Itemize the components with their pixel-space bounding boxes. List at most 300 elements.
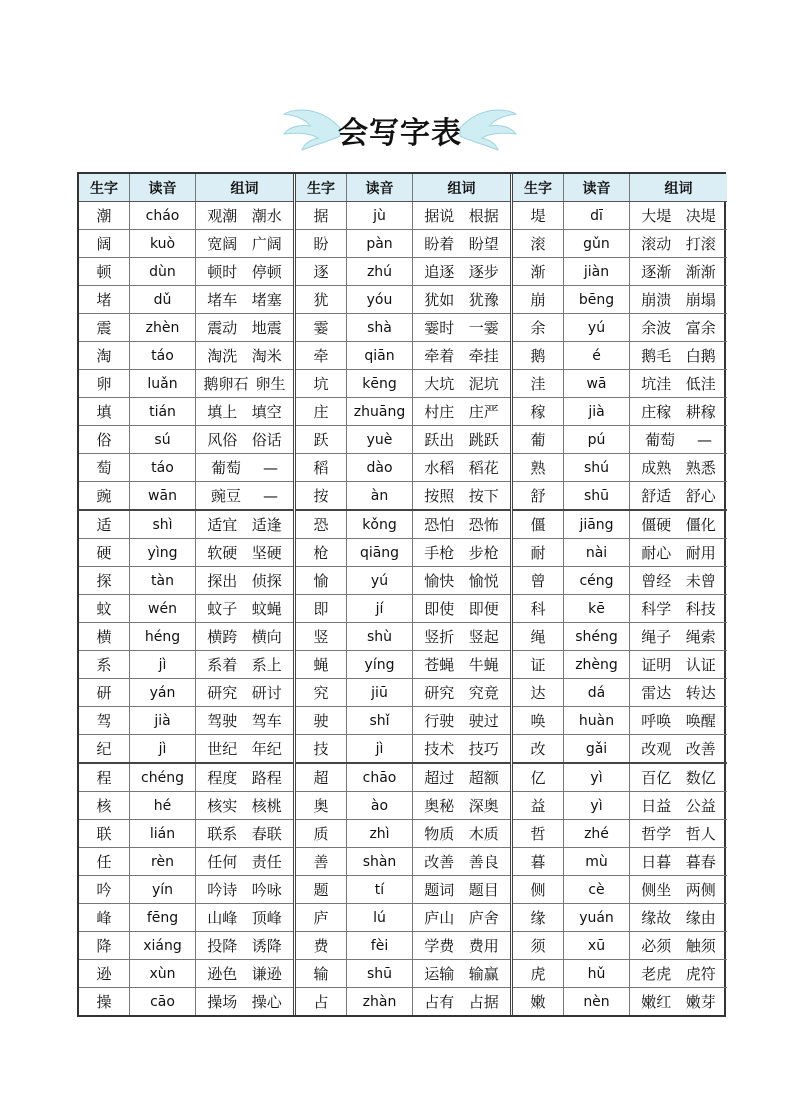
word-item: 证明 bbox=[641, 656, 672, 674]
words-cell bbox=[195, 511, 293, 538]
table-block-3 bbox=[510, 174, 727, 1015]
char-cell: 研 bbox=[96, 684, 112, 702]
table-row bbox=[513, 398, 727, 426]
table-row bbox=[513, 314, 727, 342]
words-cell bbox=[412, 764, 510, 791]
word-item: 豌豆 bbox=[210, 487, 241, 505]
words-cell bbox=[195, 567, 293, 594]
table-row bbox=[296, 876, 510, 904]
pinyin-cell: hé bbox=[129, 792, 195, 819]
char-cell: 系 bbox=[96, 656, 112, 674]
word-item: 曾经 bbox=[641, 572, 672, 590]
words-cell bbox=[629, 314, 727, 341]
header-pinyin: 读音 bbox=[346, 174, 412, 201]
words-cell bbox=[412, 876, 510, 903]
word-item: 渐渐 bbox=[685, 263, 716, 281]
table-row bbox=[513, 707, 727, 735]
table-row bbox=[296, 988, 510, 1015]
page-title: 会写字表 bbox=[338, 116, 462, 151]
table-row bbox=[79, 679, 293, 707]
pinyin-cell: jià bbox=[563, 398, 629, 425]
words-cell bbox=[195, 258, 293, 285]
word-item: 核桃 bbox=[251, 797, 282, 815]
char-cell: 超 bbox=[313, 769, 329, 787]
pinyin-cell: luǎn bbox=[129, 370, 195, 397]
words-cell bbox=[412, 370, 510, 397]
pinyin-cell: mù bbox=[563, 848, 629, 875]
char-cell: 峰 bbox=[96, 909, 112, 927]
table-row bbox=[296, 792, 510, 820]
word-item: 逐步 bbox=[468, 263, 499, 281]
title-area bbox=[0, 100, 800, 160]
pinyin-cell: sú bbox=[129, 426, 195, 453]
word-item: 投降 bbox=[207, 937, 238, 955]
word-item: 堵车 bbox=[207, 291, 238, 309]
word-item: 牵挂 bbox=[468, 347, 499, 365]
word-item: 吟诗 bbox=[207, 881, 238, 899]
pinyin-cell: kuò bbox=[129, 230, 195, 257]
pinyin-cell: xū bbox=[563, 932, 629, 959]
char-cell: 枪 bbox=[313, 544, 329, 562]
char-cell: 奥 bbox=[313, 797, 329, 815]
words-cell bbox=[412, 595, 510, 622]
table-row bbox=[79, 454, 293, 482]
table-block-2 bbox=[293, 174, 510, 1015]
word-item: 富余 bbox=[685, 319, 716, 337]
pinyin-cell: yuán bbox=[563, 904, 629, 931]
words-cell bbox=[412, 932, 510, 959]
pinyin-cell: jì bbox=[129, 735, 195, 762]
pinyin-cell: dào bbox=[346, 454, 412, 481]
char-cell: 填 bbox=[96, 403, 112, 421]
table-header-row bbox=[296, 174, 510, 202]
table-row bbox=[513, 482, 727, 511]
word-item: 白鹅 bbox=[685, 347, 716, 365]
table-row bbox=[296, 595, 510, 623]
word-item: 占有 bbox=[424, 993, 455, 1011]
word-item: 蚊蝇 bbox=[251, 600, 282, 618]
table-row bbox=[79, 792, 293, 820]
pinyin-cell: ào bbox=[346, 792, 412, 819]
word-item: 舒心 bbox=[685, 487, 716, 505]
word-item: 雷达 bbox=[641, 684, 672, 702]
pinyin-cell: tián bbox=[129, 398, 195, 425]
word-item: 缘由 bbox=[685, 909, 716, 927]
char-cell: 余 bbox=[530, 319, 546, 337]
table-row bbox=[513, 848, 727, 876]
table-block-1 bbox=[79, 174, 293, 1015]
word-item: 题词 bbox=[424, 881, 455, 899]
char-cell: 联 bbox=[96, 825, 112, 843]
word-item: — bbox=[262, 486, 278, 505]
word-item: 蚊子 bbox=[207, 600, 238, 618]
words-cell bbox=[412, 988, 510, 1015]
pinyin-cell: qiāng bbox=[346, 539, 412, 566]
pinyin-cell: jì bbox=[346, 735, 412, 762]
word-item: 余波 bbox=[641, 319, 672, 337]
char-cell: 洼 bbox=[530, 375, 546, 393]
table-row bbox=[79, 539, 293, 567]
word-item: 物质 bbox=[424, 825, 455, 843]
table-row bbox=[79, 623, 293, 651]
pinyin-cell: nài bbox=[563, 539, 629, 566]
word-item: 愉悦 bbox=[468, 572, 499, 590]
char-cell: 纪 bbox=[96, 740, 112, 758]
char-cell: 侧 bbox=[530, 881, 546, 899]
header-char: 生字 bbox=[296, 174, 346, 201]
char-cell: 适 bbox=[96, 516, 112, 534]
table-row bbox=[296, 342, 510, 370]
words-cell bbox=[629, 567, 727, 594]
word-item: 公益 bbox=[685, 797, 716, 815]
word-item: 按照 bbox=[424, 487, 455, 505]
words-cell bbox=[629, 398, 727, 425]
table-row bbox=[513, 454, 727, 482]
table-row bbox=[296, 511, 510, 539]
char-cell: 稻 bbox=[313, 459, 329, 477]
table-row bbox=[79, 342, 293, 370]
word-item: 逐渐 bbox=[641, 263, 672, 281]
pinyin-cell: chāo bbox=[346, 764, 412, 791]
table-row bbox=[296, 679, 510, 707]
word-item: 两侧 bbox=[685, 881, 716, 899]
char-cell: 庄 bbox=[313, 403, 329, 421]
word-item: 崩溃 bbox=[641, 291, 672, 309]
word-item: 必须 bbox=[641, 937, 672, 955]
pinyin-cell: shú bbox=[563, 454, 629, 481]
words-cell bbox=[629, 286, 727, 313]
pinyin-cell: shà bbox=[346, 314, 412, 341]
words-cell bbox=[629, 595, 727, 622]
word-item: 适宜 bbox=[207, 516, 238, 534]
word-item: 成熟 bbox=[641, 459, 672, 477]
pinyin-cell: táo bbox=[129, 454, 195, 481]
word-item: 俗话 bbox=[251, 431, 282, 449]
word-item: 数亿 bbox=[685, 769, 716, 787]
table-row bbox=[513, 932, 727, 960]
table-row bbox=[513, 567, 727, 595]
words-cell bbox=[629, 482, 727, 509]
words-cell bbox=[195, 482, 293, 509]
words-cell bbox=[412, 286, 510, 313]
table-row bbox=[79, 651, 293, 679]
pinyin-cell: fèi bbox=[346, 932, 412, 959]
word-item: 熟悉 bbox=[685, 459, 716, 477]
table-row bbox=[79, 258, 293, 286]
char-cell: 震 bbox=[96, 319, 112, 337]
words-cell bbox=[629, 679, 727, 706]
char-cell: 阔 bbox=[96, 235, 112, 253]
table-row bbox=[513, 735, 727, 764]
char-cell: 亿 bbox=[530, 769, 546, 787]
vocab-table bbox=[77, 172, 726, 1017]
char-cell: 恐 bbox=[313, 516, 329, 534]
table-row bbox=[79, 567, 293, 595]
table-row bbox=[79, 876, 293, 904]
words-cell bbox=[412, 707, 510, 734]
word-item: 停顿 bbox=[251, 263, 282, 281]
table-row bbox=[296, 230, 510, 258]
pinyin-cell: shì bbox=[129, 511, 195, 538]
pinyin-cell: tí bbox=[346, 876, 412, 903]
word-item: 牵着 bbox=[424, 347, 455, 365]
char-cell: 盼 bbox=[313, 235, 329, 253]
char-cell: 堤 bbox=[530, 207, 546, 225]
char-cell: 任 bbox=[96, 853, 112, 871]
header-words: 组词 bbox=[195, 174, 293, 201]
char-cell: 技 bbox=[313, 740, 329, 758]
words-cell bbox=[195, 342, 293, 369]
table-row bbox=[296, 454, 510, 482]
words-cell bbox=[195, 286, 293, 313]
pinyin-cell: yín bbox=[129, 876, 195, 903]
words-cell bbox=[412, 679, 510, 706]
char-cell: 即 bbox=[313, 600, 329, 618]
char-cell: 庐 bbox=[313, 909, 329, 927]
word-item: 淘米 bbox=[251, 347, 282, 365]
word-item: 堵塞 bbox=[251, 291, 282, 309]
char-cell: 程 bbox=[96, 769, 112, 787]
pinyin-cell: jí bbox=[346, 595, 412, 622]
pinyin-cell: fēng bbox=[129, 904, 195, 931]
char-cell: 顿 bbox=[96, 263, 112, 281]
table-row bbox=[79, 595, 293, 623]
table-row bbox=[79, 286, 293, 314]
char-cell: 竖 bbox=[313, 628, 329, 646]
pinyin-cell: cāo bbox=[129, 988, 195, 1015]
word-item: 运输 bbox=[424, 965, 455, 983]
table-row bbox=[296, 960, 510, 988]
words-cell bbox=[195, 848, 293, 875]
word-item: 老虎 bbox=[641, 965, 672, 983]
word-item: 呼唤 bbox=[641, 712, 672, 730]
word-item: 恐怖 bbox=[468, 516, 499, 534]
char-cell: 逊 bbox=[96, 965, 112, 983]
pinyin-cell: jiū bbox=[346, 679, 412, 706]
words-cell bbox=[195, 960, 293, 987]
word-item: 研究 bbox=[424, 684, 455, 702]
pinyin-cell: àn bbox=[346, 482, 412, 509]
char-cell: 驾 bbox=[96, 712, 112, 730]
char-cell: 曾 bbox=[530, 572, 546, 590]
char-cell: 愉 bbox=[313, 572, 329, 590]
pinyin-cell: dá bbox=[563, 679, 629, 706]
words-cell bbox=[629, 792, 727, 819]
words-cell bbox=[412, 342, 510, 369]
words-cell bbox=[195, 202, 293, 229]
words-cell bbox=[412, 792, 510, 819]
word-item: 稻花 bbox=[468, 459, 499, 477]
word-item: 苍蝇 bbox=[424, 656, 455, 674]
table-row bbox=[513, 370, 727, 398]
char-cell: 萄 bbox=[96, 459, 112, 477]
pinyin-cell: jiāng bbox=[563, 511, 629, 538]
word-item: 输赢 bbox=[468, 965, 499, 983]
table-row bbox=[79, 707, 293, 735]
word-item: 庄稼 bbox=[641, 403, 672, 421]
pinyin-cell: wā bbox=[563, 370, 629, 397]
char-cell: 卵 bbox=[96, 375, 112, 393]
pinyin-cell: yíng bbox=[346, 651, 412, 678]
table-row bbox=[513, 230, 727, 258]
word-item: 震动 bbox=[207, 319, 238, 337]
table-header-row bbox=[513, 174, 727, 202]
table-row bbox=[513, 764, 727, 792]
pinyin-cell: nèn bbox=[563, 988, 629, 1015]
table-row bbox=[79, 904, 293, 932]
words-cell bbox=[629, 735, 727, 762]
pinyin-cell: shéng bbox=[563, 623, 629, 650]
pinyin-cell: dùn bbox=[129, 258, 195, 285]
pinyin-cell: yán bbox=[129, 679, 195, 706]
pinyin-cell: qiān bbox=[346, 342, 412, 369]
words-cell bbox=[412, 454, 510, 481]
words-cell bbox=[412, 202, 510, 229]
table-row bbox=[513, 511, 727, 539]
word-item: 手枪 bbox=[424, 544, 455, 562]
word-item: 触须 bbox=[685, 937, 716, 955]
header-char: 生字 bbox=[79, 174, 129, 201]
words-cell bbox=[195, 820, 293, 847]
words-cell bbox=[195, 426, 293, 453]
table-row bbox=[513, 286, 727, 314]
word-item: 暮春 bbox=[685, 853, 716, 871]
char-cell: 僵 bbox=[530, 516, 546, 534]
word-item: 科技 bbox=[685, 600, 716, 618]
char-cell: 改 bbox=[530, 740, 546, 758]
word-item: 改善 bbox=[685, 740, 716, 758]
pinyin-cell: xùn bbox=[129, 960, 195, 987]
word-item: 认证 bbox=[685, 656, 716, 674]
word-item: 世纪 bbox=[207, 740, 238, 758]
char-cell: 核 bbox=[96, 797, 112, 815]
word-item: 广阔 bbox=[251, 235, 282, 253]
word-item: 技巧 bbox=[468, 740, 499, 758]
table-row bbox=[296, 932, 510, 960]
pinyin-cell: dǔ bbox=[129, 286, 195, 313]
table-row bbox=[79, 988, 293, 1015]
pinyin-cell: zhú bbox=[346, 258, 412, 285]
words-cell bbox=[629, 707, 727, 734]
word-item: 究竟 bbox=[468, 684, 499, 702]
word-item: 木质 bbox=[468, 825, 499, 843]
word-item: 葡萄 bbox=[644, 431, 675, 449]
pinyin-cell: zhé bbox=[563, 820, 629, 847]
words-cell bbox=[412, 820, 510, 847]
pinyin-cell: kē bbox=[563, 595, 629, 622]
word-item: 日益 bbox=[641, 797, 672, 815]
table-row bbox=[79, 764, 293, 792]
word-item: 霎时 bbox=[424, 319, 455, 337]
word-item: 研讨 bbox=[251, 684, 282, 702]
words-cell bbox=[195, 623, 293, 650]
word-item: 占据 bbox=[468, 993, 499, 1011]
word-item: 根据 bbox=[468, 207, 499, 225]
word-item: 缘故 bbox=[641, 909, 672, 927]
table-row bbox=[513, 679, 727, 707]
pinyin-cell: yú bbox=[563, 314, 629, 341]
word-item: 宽阔 bbox=[207, 235, 238, 253]
words-cell bbox=[412, 960, 510, 987]
table-row bbox=[513, 426, 727, 454]
words-cell bbox=[195, 679, 293, 706]
char-cell: 究 bbox=[313, 684, 329, 702]
word-item: 僵硬 bbox=[641, 516, 672, 534]
table-row bbox=[79, 482, 293, 511]
word-item: 牛蝇 bbox=[468, 656, 499, 674]
table-row bbox=[513, 342, 727, 370]
words-cell bbox=[629, 988, 727, 1015]
table-row bbox=[296, 539, 510, 567]
table-row bbox=[296, 258, 510, 286]
words-cell bbox=[412, 651, 510, 678]
pinyin-cell: jià bbox=[129, 707, 195, 734]
word-item: 横向 bbox=[251, 628, 282, 646]
table-row bbox=[79, 735, 293, 764]
word-item: 庄严 bbox=[468, 403, 499, 421]
char-cell: 蚊 bbox=[96, 600, 112, 618]
char-cell: 鹅 bbox=[530, 347, 546, 365]
pinyin-cell: zhì bbox=[346, 820, 412, 847]
header-char: 生字 bbox=[513, 174, 563, 201]
char-cell: 蝇 bbox=[313, 656, 329, 674]
char-cell: 坑 bbox=[313, 375, 329, 393]
word-item: 盼着 bbox=[424, 235, 455, 253]
word-item: 庐山 bbox=[424, 909, 455, 927]
word-item: 责任 bbox=[251, 853, 282, 871]
word-item: 据说 bbox=[424, 207, 455, 225]
word-item: 耕稼 bbox=[685, 403, 716, 421]
words-cell bbox=[195, 904, 293, 931]
char-cell: 霎 bbox=[313, 319, 329, 337]
table-row bbox=[79, 848, 293, 876]
word-item: 坚硬 bbox=[251, 544, 282, 562]
words-cell bbox=[629, 876, 727, 903]
pinyin-cell: yìng bbox=[129, 539, 195, 566]
words-cell bbox=[629, 820, 727, 847]
table-row bbox=[296, 286, 510, 314]
words-cell bbox=[629, 230, 727, 257]
words-cell bbox=[412, 482, 510, 509]
word-item: 系上 bbox=[251, 656, 282, 674]
pinyin-cell: kǒng bbox=[346, 511, 412, 538]
word-item: — bbox=[262, 458, 278, 477]
word-item: 哲人 bbox=[685, 825, 716, 843]
word-item: 水稻 bbox=[424, 459, 455, 477]
table-row bbox=[79, 932, 293, 960]
pinyin-cell: jù bbox=[346, 202, 412, 229]
word-item: 鹅毛 bbox=[641, 347, 672, 365]
table-row bbox=[296, 904, 510, 932]
words-cell bbox=[195, 370, 293, 397]
words-cell bbox=[195, 595, 293, 622]
char-cell: 质 bbox=[313, 825, 329, 843]
word-item: 卵生 bbox=[255, 375, 286, 393]
word-item: 山峰 bbox=[207, 909, 238, 927]
words-cell bbox=[629, 426, 727, 453]
words-cell bbox=[629, 932, 727, 959]
table-row bbox=[296, 202, 510, 230]
pinyin-cell: yì bbox=[563, 792, 629, 819]
words-cell bbox=[629, 202, 727, 229]
pinyin-cell: cè bbox=[563, 876, 629, 903]
words-cell bbox=[412, 398, 510, 425]
char-cell: 堵 bbox=[96, 291, 112, 309]
word-item: 一霎 bbox=[468, 319, 499, 337]
word-item: 操心 bbox=[251, 993, 282, 1011]
word-item: 犹如 bbox=[424, 291, 455, 309]
word-item: 按下 bbox=[468, 487, 499, 505]
